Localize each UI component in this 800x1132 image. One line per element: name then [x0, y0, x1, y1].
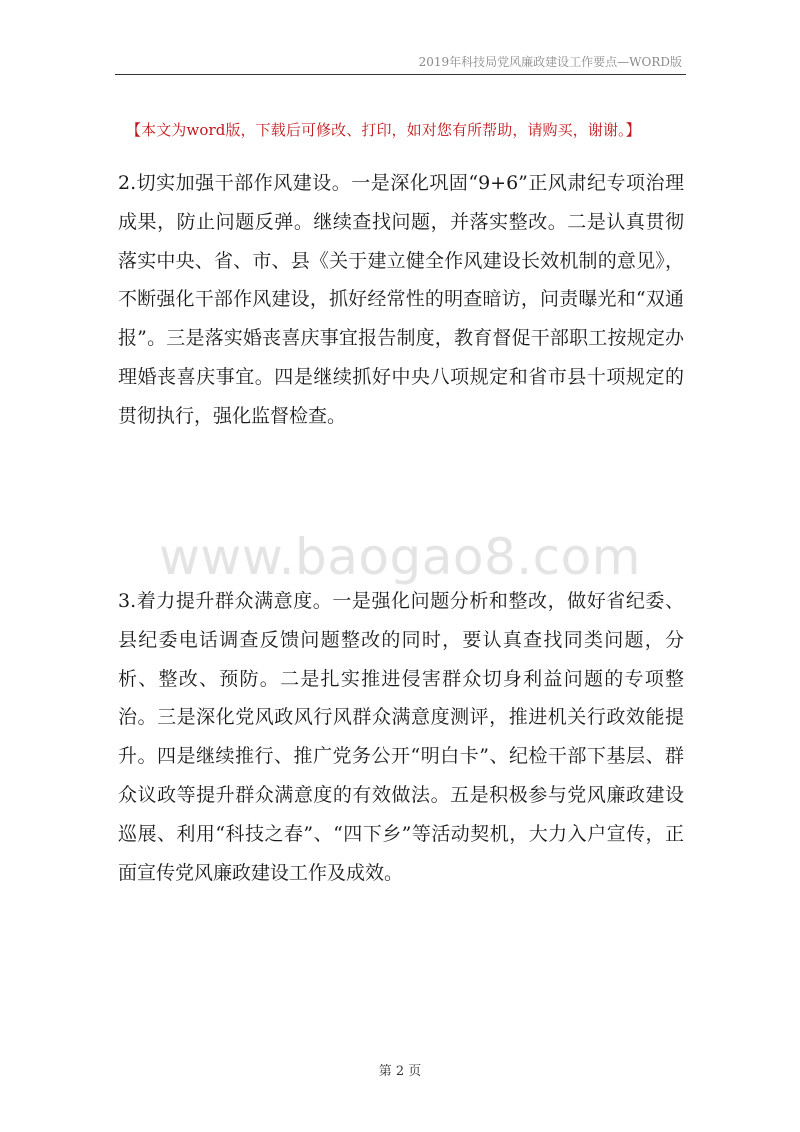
paragraph-2: 2.切实加强干部作风建设。一是深化巩固“9+6”正风肃纪专项治理成果，防止问题反弹。继续查找问题，并落实整改。二是认真贯彻落实中央、省、市、县《关于建立健全作风建设长效机制的意见》，不断强化干部作风建设，抓好经常性的明查暗访，问责曝光和“双通报”。三是落实婚丧喜庆事宜报告制度，教育督促干部职工按规定办理婚丧喜庆事宜。四是继续抓好中央八项规定和省市县十项规定的贯彻执行，强化监督检查。: [118, 172, 684, 427]
header-title: 2019年科技局党风廉政建设工作要点—WORD版: [418, 55, 682, 69]
page-number: 第 2 页: [378, 1064, 422, 1079]
download-notice: 【本文为word版，下载后可修改、打印，如对您有所帮助，请购买，谢谢。】: [126, 121, 641, 139]
paragraph-3: 3.着力提升群众满意度。一是强化问题分析和整改，做好省纪委、县纪委电话调查反馈问题整改的同时，要认真查找同类问题，分析、整改、预防。二是扎实推进侵害群众切身利益问题的专项整治。三是深化党风政风行风群众满意度测评，推进机关行政效能提升。四是继续推行、推广党务公开“明白卡”、纪检干部下基层、群众议政等提升群众满意度的有效做法。五是积极参与党风廉政建设巡展、利用“科技之春”、“四下乡”等活动契机，大力入户宣传，正面宣传党风廉政建设工作及成效。: [118, 590, 684, 884]
watermark: www.baogao8.com: [159, 528, 641, 586]
header-divider: [115, 74, 686, 75]
